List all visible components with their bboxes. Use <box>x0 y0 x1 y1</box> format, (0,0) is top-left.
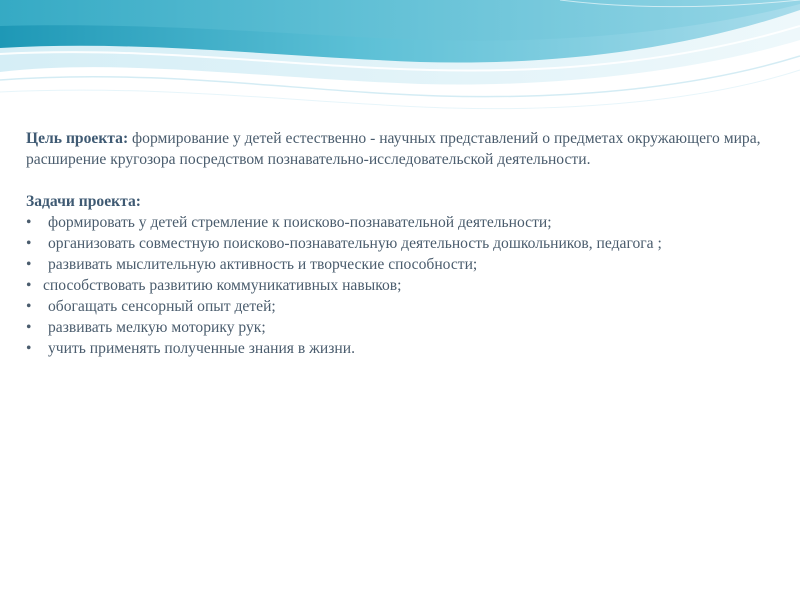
list-item <box>26 233 776 254</box>
list-item <box>26 275 776 296</box>
list-item <box>26 338 776 359</box>
list-item-text: способствовать развитию коммуникативных навыков; <box>43 277 402 294</box>
tasks-title: Задачи проекта: <box>26 193 141 210</box>
list-item <box>26 317 776 338</box>
list-item-text: организовать совместную поисково-познавательную деятельность дошкольников, педагога ; <box>48 235 662 252</box>
project-goal <box>26 128 776 170</box>
goal-text: формирование у детей естественно - научных представлений о предметах окружающего мира, расширение кругозора посредством познавательно-исследовательской деятельности. <box>26 130 761 168</box>
bullet: • <box>26 235 32 252</box>
list-item <box>26 296 776 317</box>
bullet: • <box>26 214 32 231</box>
list-item-text: учить применять полученные знания в жизни. <box>48 340 356 357</box>
list-item-text: развивать мелкую моторику рук; <box>48 319 266 336</box>
header-wave-decoration <box>0 0 800 120</box>
slide-content <box>26 128 776 359</box>
bullet: • <box>26 319 32 336</box>
list-item-text: обогащать сенсорный опыт детей; <box>48 298 276 315</box>
list-item <box>26 254 776 275</box>
tasks-list <box>26 212 776 359</box>
bullet: • <box>26 298 32 315</box>
list-item-text: развивать мыслительную активность и творческие способности; <box>48 256 478 273</box>
bullet: • <box>26 340 32 357</box>
list-item <box>26 212 776 233</box>
bullet: • <box>26 256 32 273</box>
list-item-text: формировать у детей стремление к поисково-познавательной деятельности; <box>48 214 552 231</box>
bullet: • <box>26 277 32 294</box>
goal-label: Цель проекта: <box>26 130 129 147</box>
